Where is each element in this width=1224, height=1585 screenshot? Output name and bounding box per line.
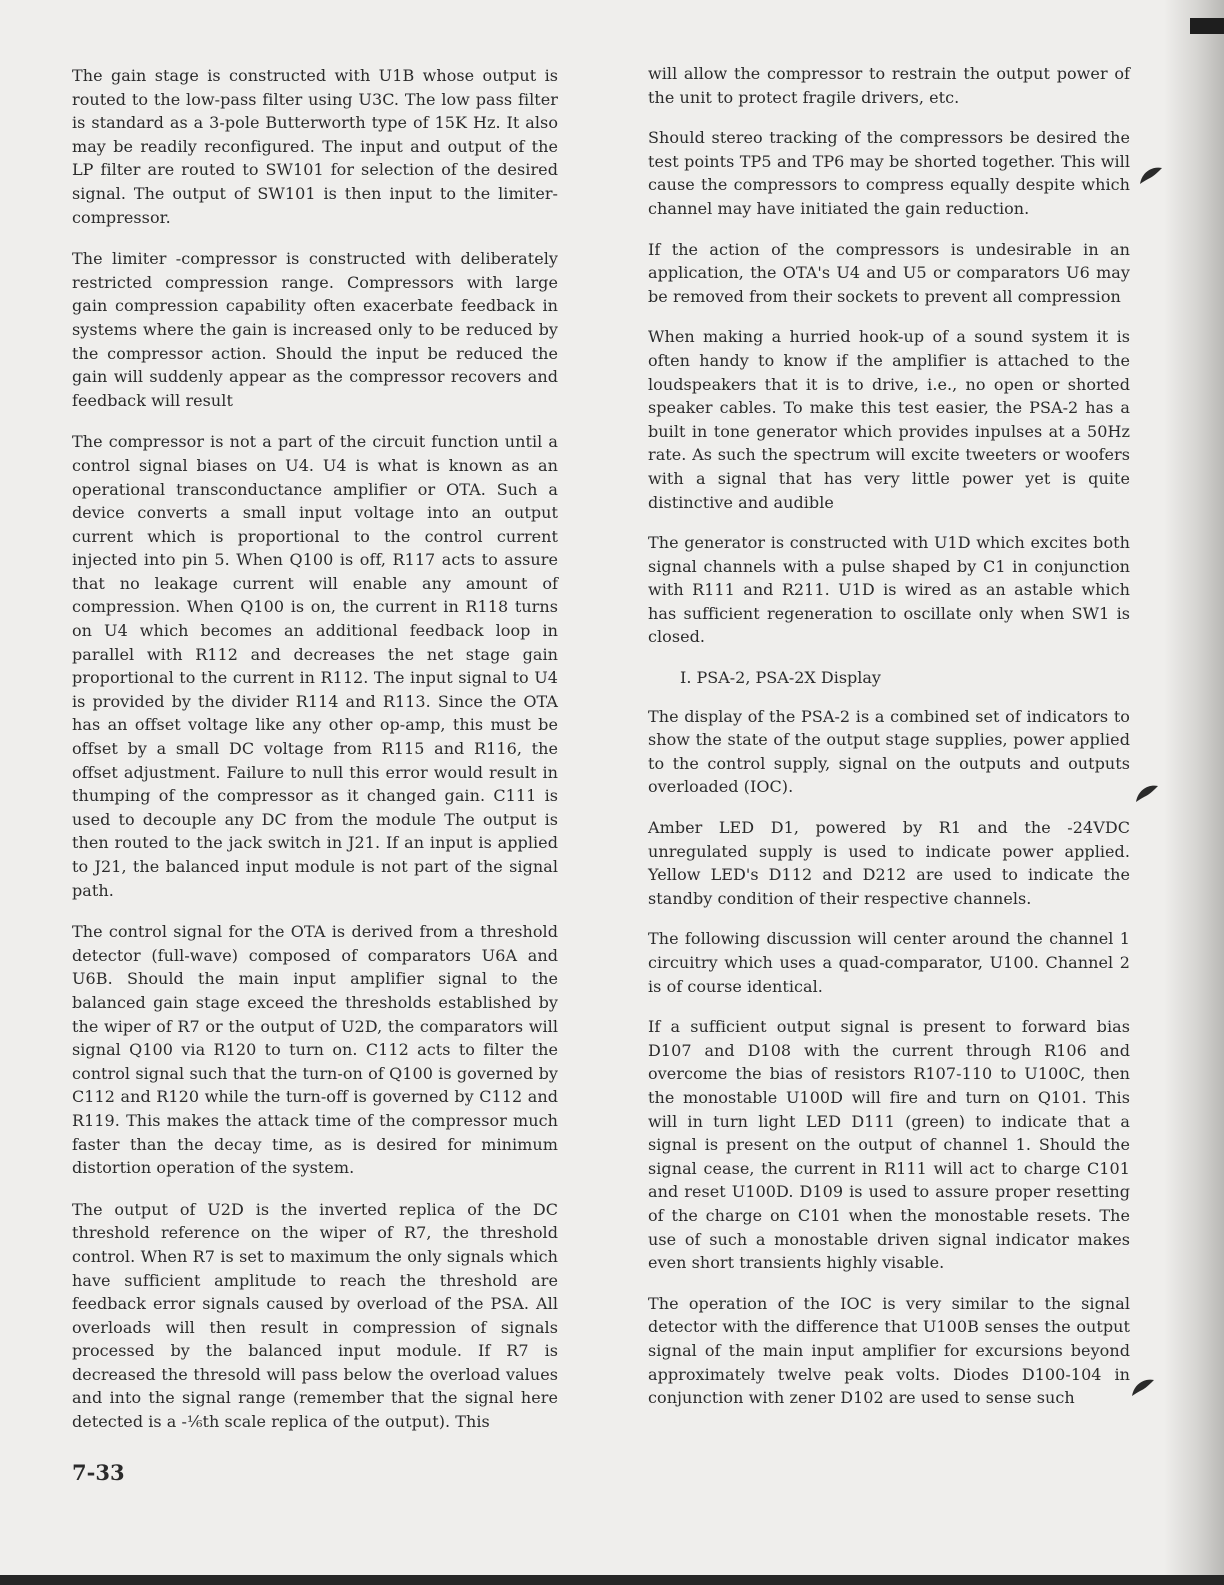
- scan-bottom-edge: [0, 1575, 1224, 1585]
- paragraph: Amber LED D1, powered by R1 and the -24VDC unregulated supply is used to indicate power applied. Yellow LED's D112 and D212 are used to indicate the standby condition of their respective channels.: [648, 818, 1130, 908]
- paragraph: The limiter -compressor is constructed with deliberately restricted compression range. Compressors with large gain compression capability often exacerbate feedback in systems where the gain is increased only to be reduced by the compressor action. Should the input be reduced the gain will suddenly appear as the compressor recovers and feedback will result: [72, 249, 558, 410]
- paragraph: When making a hurried hook-up of a sound system it is often handy to know if the amplifier is attached to the loudspeakers that it is to drive, i.e., no open or shorted speaker cables. To make this test easier, the PSA-2 has a built in tone generator which provides inpulses at a 50Hz rate. As such the spectrum will excite tweeters or woofers with a signal that has very little power yet is quite distinctive and audible: [648, 327, 1130, 512]
- paragraph: If a sufficient output signal is present to forward bias D107 and D108 with the current through R106 and overcome the bias of resistors R107-110 to U100C, then the monostable U100D will fire and turn on Q101. This will in turn light LED D111 (green) to indicate that a signal is present on the output of channel 1. Should the signal cease, the current in R111 will act to charge C101 and reset U100D. D109 is used to assure proper resetting of the charge on C101 when the monostable resets. The use of such a monostable driven signal indicator makes even short transients highly visable.: [648, 1017, 1130, 1273]
- paragraph: Should stereo tracking of the compressors be desired the test points TP5 and TP6 may be shorted together. This will cause the compressors to compress equally despite which channel may have initiated the gain reduction.: [648, 128, 1130, 218]
- section-heading: I. PSA-2, PSA-2X Display: [680, 668, 881, 688]
- corner-mark: [1190, 18, 1224, 34]
- binder-hole-mark-icon: [1138, 164, 1164, 186]
- paragraph: The gain stage is constructed with U1B whose output is routed to the low-pass filter using U3C. The low pass filter is standard as a 3-pole Butterworth type of 15K Hz. It also may be readily reconfigured. The input and output of the LP filter are routed to SW101 for selection of the desired signal. The output of SW101 is then input to the limiter-compressor.: [72, 66, 558, 227]
- paragraph: The display of the PSA-2 is a combined set of indicators to show the state of the output stage supplies, power applied to the control supply, signal on the outputs and outputs overloaded (IOC).: [648, 706, 1130, 797]
- paragraph: will allow the compressor to restrain the output power of the unit to protect fragile drivers, etc.: [648, 64, 1130, 107]
- paragraph: The generator is constructed with U1D which excites both signal channels with a pulse shaped by C1 in conjunction with R111 and R211. U1D is wired as an astable which has sufficient regeneration to oscillate only when SW1 is closed.: [648, 533, 1130, 647]
- left-column: [72, 62, 558, 1452]
- page-edge-shadow: [1164, 0, 1224, 1585]
- paragraph: The output of U2D is the inverted replica of the DC threshold reference on the wiper of R7, the threshold control. When R7 is set to maximum the only signals which have sufficient amplitude to reach the threshold are feedback error signals caused by overload of the PSA. All overloads will then result in compression of signals processed by the balanced input module. If R7 is decreased the thresold will pass below the overload values and into the signal range (remember that the signal here detected is a -⅙th scale replica of the output). This: [72, 1199, 558, 1432]
- right-column: [648, 62, 1130, 1427]
- page-number: 7-33: [72, 1460, 125, 1485]
- paragraph: If the action of the compressors is undesirable in an application, the OTA's U4 and U5 or comparators U6 may be removed from their sockets to prevent all compression: [648, 239, 1130, 306]
- binder-hole-mark-icon: [1130, 1376, 1156, 1398]
- paragraph: The operation of the IOC is very similar to the signal detector with the difference that U100B senses the output signal of the main input amplifier for excursions beyond approximately twelve peak volts. Diodes D100-104 in conjunction with zener D102 are used to sense such: [648, 1293, 1130, 1408]
- binder-hole-mark-icon: [1134, 782, 1160, 804]
- paragraph: The compressor is not a part of the circuit function until a control signal biases on U4. U4 is what is known as an operational transconductance amplifier or OTA. Such a device converts a small input voltage into an output current which is proportional to the control current injected into pin 5. When Q100 is off, R117 acts to assure that no leakage current will enable any amount of compression. When Q100 is on, the current in R118 turns on U4 which becomes an additional feedback loop in parallel with R112 and decreases the net stage gain proportional to the current in R112. The input signal to U4 is provided by the divider R114 and R113. Since the OTA has an offset voltage like any other op-amp, this must be offset by a small DC voltage from R115 and R116, the offset adjustment. Failure to null this error would result in thumping of the compressor as it changed gain. C111 is used to decouple any DC from the module The output is then routed to the jack switch in J21. If an input is applied to J21, the balanced input module is not part of the signal path.: [72, 432, 558, 900]
- paragraph: The control signal for the OTA is derived from a threshold detector (full-wave) composed of comparators U6A and U6B. Should the main input amplifier signal to the balanced gain stage exceed the thresholds established by the wiper of R7 or the output of U2D, the comparators will signal Q100 via R120 to turn on. C112 acts to filter the control signal such that the turn-on of Q100 is governed by C112 and R120 while the turn-off is governed by C112 and R119. This makes the attack time of the compressor much faster than the decay time, as is desired for minimum distortion operation of the system.: [72, 922, 558, 1178]
- paragraph: The following discussion will center around the channel 1 circuitry which uses a quad-comparator, U100. Channel 2 is of course identical.: [648, 929, 1130, 996]
